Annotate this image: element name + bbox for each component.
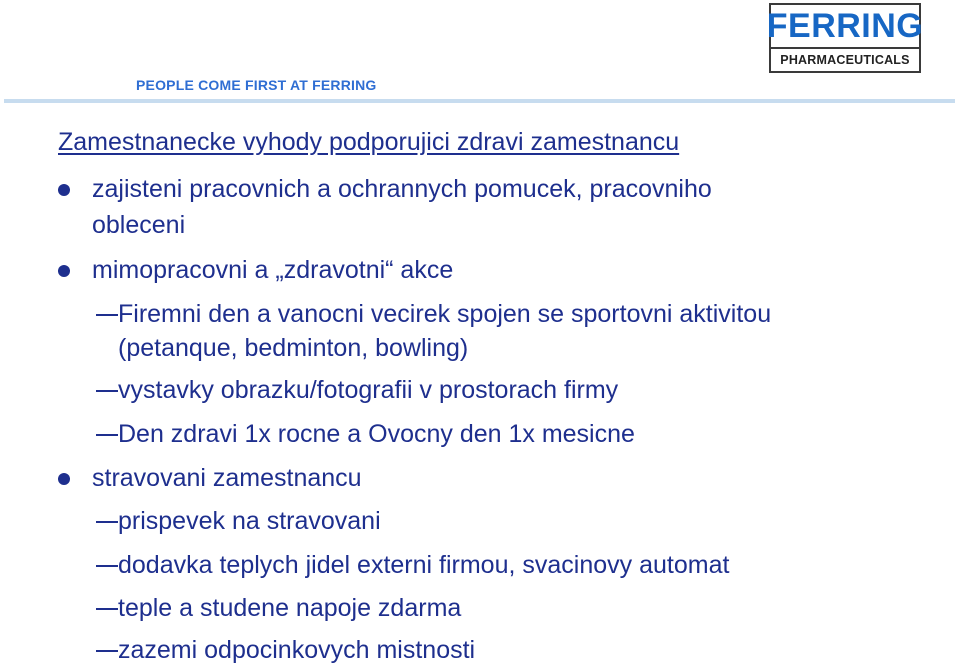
list-item-text: mimopracovni a „zdravotni“ akce xyxy=(92,256,454,284)
dash-bullet-icon xyxy=(96,390,118,392)
dash-bullet-icon xyxy=(96,650,118,652)
ferring-logo xyxy=(766,3,924,73)
list-item-text: Den zdravi 1x rocne a Ovocny den 1x mesicne xyxy=(118,420,635,448)
list-item-text: (petanque, bedminton, bowling) xyxy=(118,334,469,362)
list-item-text: prispevek na stravovani xyxy=(118,507,381,535)
dash-bullet-icon xyxy=(96,314,118,316)
list-item-text: obleceni xyxy=(92,211,186,239)
dash-bullet-icon xyxy=(96,434,118,436)
list-item-text: dodavka teplych jidel externi firmou, svacinovy automat xyxy=(118,551,730,579)
dash-bullet-icon xyxy=(96,608,118,610)
list-item-text: stravovani zamestnancu xyxy=(92,464,362,492)
bullet-dot-icon xyxy=(58,184,70,196)
header-divider xyxy=(4,99,955,103)
list-item-text: zazemi odpocinkovych mistnosti xyxy=(118,636,476,664)
bullet-dot-icon xyxy=(58,473,70,485)
dash-bullet-icon xyxy=(96,565,118,567)
list-item-text: Firemni den a vanocni vecirek spojen se sportovni aktivitou xyxy=(118,300,772,328)
tagline: PEOPLE COME FIRST AT FERRING xyxy=(136,77,377,93)
dash-bullet-icon xyxy=(96,521,118,523)
list-item-text: vystavky obrazku/fotografii v prostorach firmy xyxy=(118,376,619,404)
list-item-text: teple a studene napoje zdarma xyxy=(118,594,462,622)
logo-brand: FERRING xyxy=(771,5,919,49)
bullet-dot-icon xyxy=(58,265,70,277)
list-item-text: zajisteni pracovnich a ochrannych pomucek, pracovniho xyxy=(92,175,712,203)
slide-heading: Zamestnanecke vyhody podporujici zdravi zamestnancu xyxy=(58,128,680,156)
logo-subtitle: PHARMACEUTICALS xyxy=(780,53,910,67)
